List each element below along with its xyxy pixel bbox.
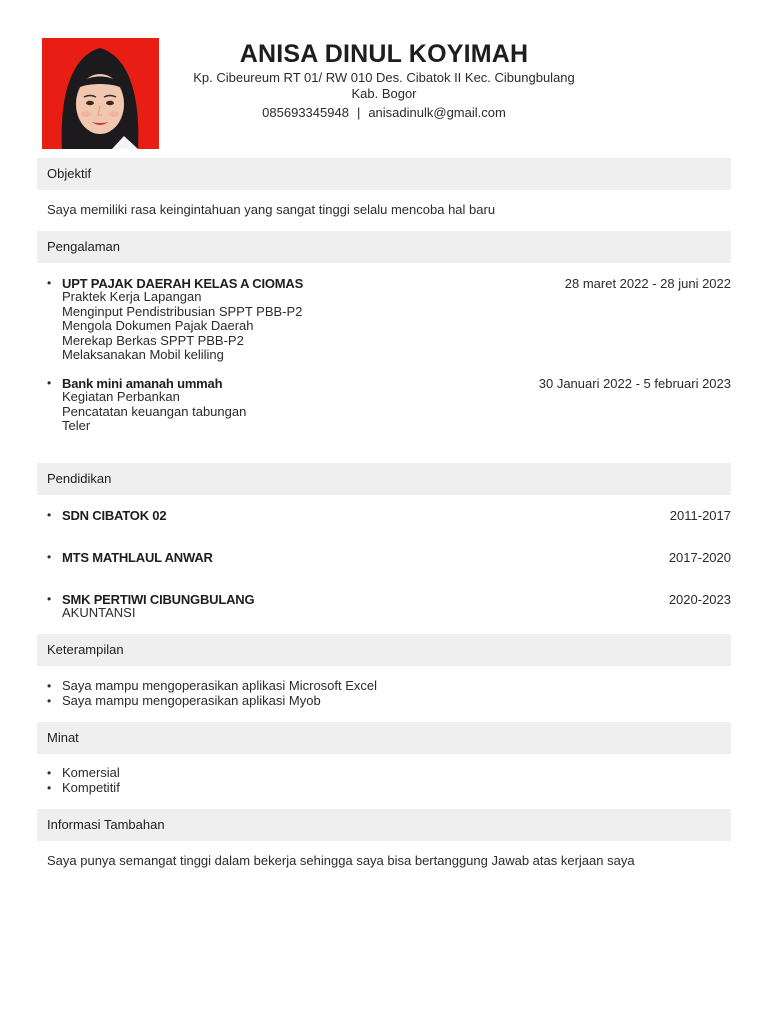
additional-info-text: Saya punya semangat tinggi dalam bekerja sehingga saya bisa bertanggung Jawab atas kerjaan saya — [47, 853, 635, 868]
education-date: 2020-2023 — [668, 592, 731, 607]
interest-text: Komersial — [62, 765, 120, 780]
interests-list — [47, 766, 731, 795]
section-heading-informasi-tambahan: Informasi Tambahan — [37, 809, 731, 841]
contact-line — [180, 105, 588, 121]
bullet-marker: • — [47, 780, 52, 795]
list-item — [47, 781, 731, 796]
experience-detail-line: Praktek Kerja Lapangan — [62, 289, 202, 304]
education-title: SDN CIBATOK 02 — [62, 508, 167, 523]
experience-detail-line: Mengola Dokumen Pajak Daerah — [62, 318, 254, 334]
address-line-2: Kab. Bogor — [351, 86, 417, 101]
phone-number: 085693345948 — [262, 105, 349, 120]
experience-title: Bank mini amanah ummah — [62, 376, 223, 391]
section-heading-keterampilan: Keterampilan — [37, 634, 731, 666]
candidate-name: ANISA DINUL KOYIMAH — [239, 40, 529, 68]
experience-title: UPT PAJAK DAERAH KELAS A CIOMAS — [62, 276, 304, 291]
skills-list — [47, 679, 731, 708]
experience-details — [62, 290, 302, 363]
experience-detail-line: Merekap Berkas SPPT PBB-P2 — [62, 332, 244, 348]
skill-text: Saya mampu mengoperasikan aplikasi Microsoft Excel — [62, 678, 378, 693]
bullet-marker: • — [47, 679, 52, 693]
list-item — [47, 679, 731, 694]
experience-date: 30 Januari 2022 - 5 februari 2023 — [538, 376, 731, 391]
experience-detail-line: Pencatatan keuangan tabungan — [62, 403, 247, 419]
list-item — [47, 766, 731, 781]
education-date: 2017-2020 — [668, 550, 731, 565]
bullet-marker: • — [47, 376, 52, 390]
list-item — [47, 694, 731, 709]
education-title: SMK PERTIWI CIBUNGBULANG — [62, 592, 255, 607]
interest-text: Kompetitif — [62, 779, 120, 795]
section-heading-minat: Minat — [37, 722, 731, 754]
experience-detail-line: Menginput Pendistribusian SPPT PBB-P2 — [62, 303, 303, 319]
section-heading-objektif: Objektif — [37, 158, 731, 190]
section-heading-pendidikan: Pendidikan — [37, 463, 731, 495]
email-address: anisadinulk@gmail.com — [368, 105, 506, 120]
education-title: MTS MATHLAUL ANWAR — [62, 550, 213, 565]
experience-detail-line: Teler — [62, 418, 91, 434]
skill-text: Saya mampu mengoperasikan aplikasi Myob — [62, 692, 321, 708]
section-heading-pengalaman: Pengalaman — [37, 231, 731, 263]
bullet-marker: • — [47, 693, 52, 708]
experience-detail-line: Melaksanakan Mobil keliling — [62, 347, 224, 363]
resume-header — [180, 38, 588, 121]
address-line-1: Kp. Cibeureum RT 01/ RW 010 Des. Cibatok II Kec. Cibungbulang — [193, 70, 575, 85]
experience-date: 28 maret 2022 - 28 juni 2022 — [564, 276, 731, 291]
bullet-marker: • — [47, 276, 52, 290]
experience-detail-line: Kegiatan Perbankan — [62, 389, 180, 404]
bullet-marker: • — [47, 766, 52, 780]
bullet-marker: • — [47, 550, 52, 564]
education-details — [62, 606, 135, 621]
profile-photo-portrait — [42, 38, 159, 149]
education-detail-line: AKUNTANSI — [62, 605, 136, 620]
contact-separator: | — [356, 105, 361, 120]
profile-photo — [42, 38, 159, 149]
bullet-marker: • — [47, 592, 52, 606]
bullet-marker: • — [47, 508, 52, 522]
education-date: 2011-2017 — [669, 508, 731, 523]
objektif-text: Saya memiliki rasa keingintahuan yang sangat tinggi selalu mencoba hal baru — [47, 202, 496, 217]
experience-details — [62, 390, 246, 434]
